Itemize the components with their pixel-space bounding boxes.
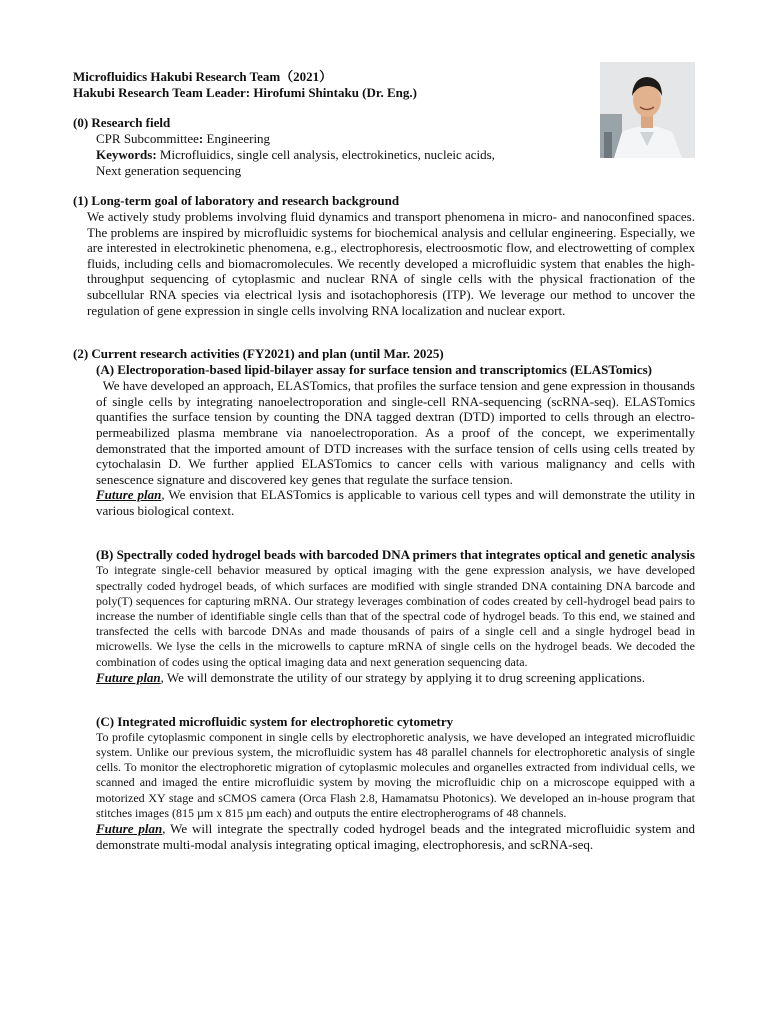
keywords-continued: Next generation sequencing <box>96 163 242 178</box>
section-0-title: (0) Research field <box>73 115 171 130</box>
team-title: Microfluidics Hakubi Research Team（2021） <box>73 69 333 84</box>
section-2-title: (2) Current research activities (FY2021) and plan (until Mar. 2025) <box>73 346 444 362</box>
keywords <box>73 147 695 163</box>
subsection-a-title: (A) Electroporation-based lipid-bilayer assay for surface tension and transcriptomics (ELASTomics) <box>96 362 652 378</box>
future-plan-label: Future plan <box>96 820 163 836</box>
cpr-subcommittee <box>73 131 695 147</box>
future-plan-text: , We will demonstrate the utility of our strategy by applying it to drug screening applications. <box>160 669 645 685</box>
cpr-label: CPR Subcommittee <box>96 131 199 146</box>
subsection-b-future-plan <box>73 670 695 686</box>
keywords-value: Microfluidics, single cell analysis, electrokinetics, nucleic acids, <box>156 147 495 162</box>
subsection-c-title: (C) Integrated microfluidic system for electrophoretic cytometry <box>96 713 454 729</box>
subsection-c-future-plan <box>73 821 695 853</box>
keywords-label: Keywords: <box>96 147 157 162</box>
subsection-c-body: To profile cytoplasmic component in single cells by electrophoretic analysis, we have developed an integrated microfluidic system. Unlike our previous system, the microfluidic system has 48 parallel channels for electrophoretic analysis of single cells. To monitor the electrophoretic migration of cytoplasmic molecules and organelles extracted from individual cells, we scanned and imaged the entire microfluidic system by moving the microfluidic chip on a microscope equipped with a motorized XY stage and sCMOS camera (Orca Flash 2.8, Hamamatsu Photonics). We developed an in-house program that stitches images (815 µm x 815 µm each) and outputs the entire electropherograms of 48 channels. <box>96 729 695 820</box>
section-1-title: (1) Long-term goal of laboratory and research background <box>73 193 400 208</box>
cpr-value-colon: : <box>198 131 204 146</box>
subsection-b-title: (B) Spectrally coded hydrogel beads with barcoded DNA primers that integrates optical and genetic analysis <box>96 547 695 563</box>
future-plan-label: Future plan <box>96 487 162 503</box>
future-plan-text: , We envision that ELASTomics is applicable to various cell types and will demonstrate the utility in various biological context. <box>96 487 695 519</box>
subsection-a-body: We have developed an approach, ELASTomics, that profiles the surface tension and gene expression in thousands of single cells by integrating nanoelectroporation and single-cell RNA-sequencing (scRNA-seq). ELASTomics quantifies the surface tension by counting the DNA tagged dextran (DTD) imported to cells through an electro-permeabilized plasma membrane via nanoelectroporation. As a proof of the concept, we experimentally demonstrated that the imported amount of DTD increases with the surface tension of cells using cells treated by cytochalasin D. We further applied ELASTomics to cancer cells with various malignancy and cells with senescence signature and discovered key genes that regulate the surface tension. <box>96 378 695 487</box>
team-leader: Hakubi Research Team Leader: Hirofumi Shintaku (Dr. Eng.) <box>73 85 417 100</box>
document-page <box>73 69 695 853</box>
subsection-b-body: To integrate single-cell behavior measured by optical imaging with the gene expression analysis, we have developed spectrally coded hydrogel beads, of which surfaces are modified with single stranded DNA containing DNA barcode and poly(T) sequences for capturing mRNA. Our strategy leverages combination of codes created by cell-hydrogel bead pairs to increase the number of identifiable single cells than that of the spectral code of hydrogel beads. To this end, we stained and transfected the cells with barcode DNAs and made thousands of pairs of a single cell and a single hydrogel bead in microwells. We lyse the cells in the microwells to capture mRNA of single cells on the hydrogel beads. We decoded the combination of codes using the optical imaging data and next generation sequencing data. <box>96 563 695 669</box>
subsection-a-future-plan <box>73 487 695 519</box>
future-plan-text: , We will integrate the spectrally coded hydrogel beads and the integrated microfluidic system and demonstrate multi-modal analysis integrating optical imaging, electrophoresis, and scRNA-seq. <box>96 820 695 852</box>
section-1-body: We actively study problems involving fluid dynamics and transport phenomena in micro- and nanoconfined spaces. The problems are inspired by microfluidic systems for biochemical analysis and cellular engineering. Especially, we are interested in electrokinetic phenomena, e.g., electrophoresis, electroosmotic flow, and electrowetting of complex fluids, including cells and biomacromolecules. We recently developed a microfluidic system that enables the high-throughput sequencing of cytoplasmic and nuclear RNA of single cells with the physical fractionation of the subcellular RNA species via electrical lysis and isotachophoresis (ITP). We leverage our method to uncover the regulation of gene expression in single cells involving RNA localization and nuclear export. <box>87 209 695 318</box>
cpr-value: Engineering <box>203 131 271 146</box>
future-plan-label: Future plan <box>96 669 161 685</box>
